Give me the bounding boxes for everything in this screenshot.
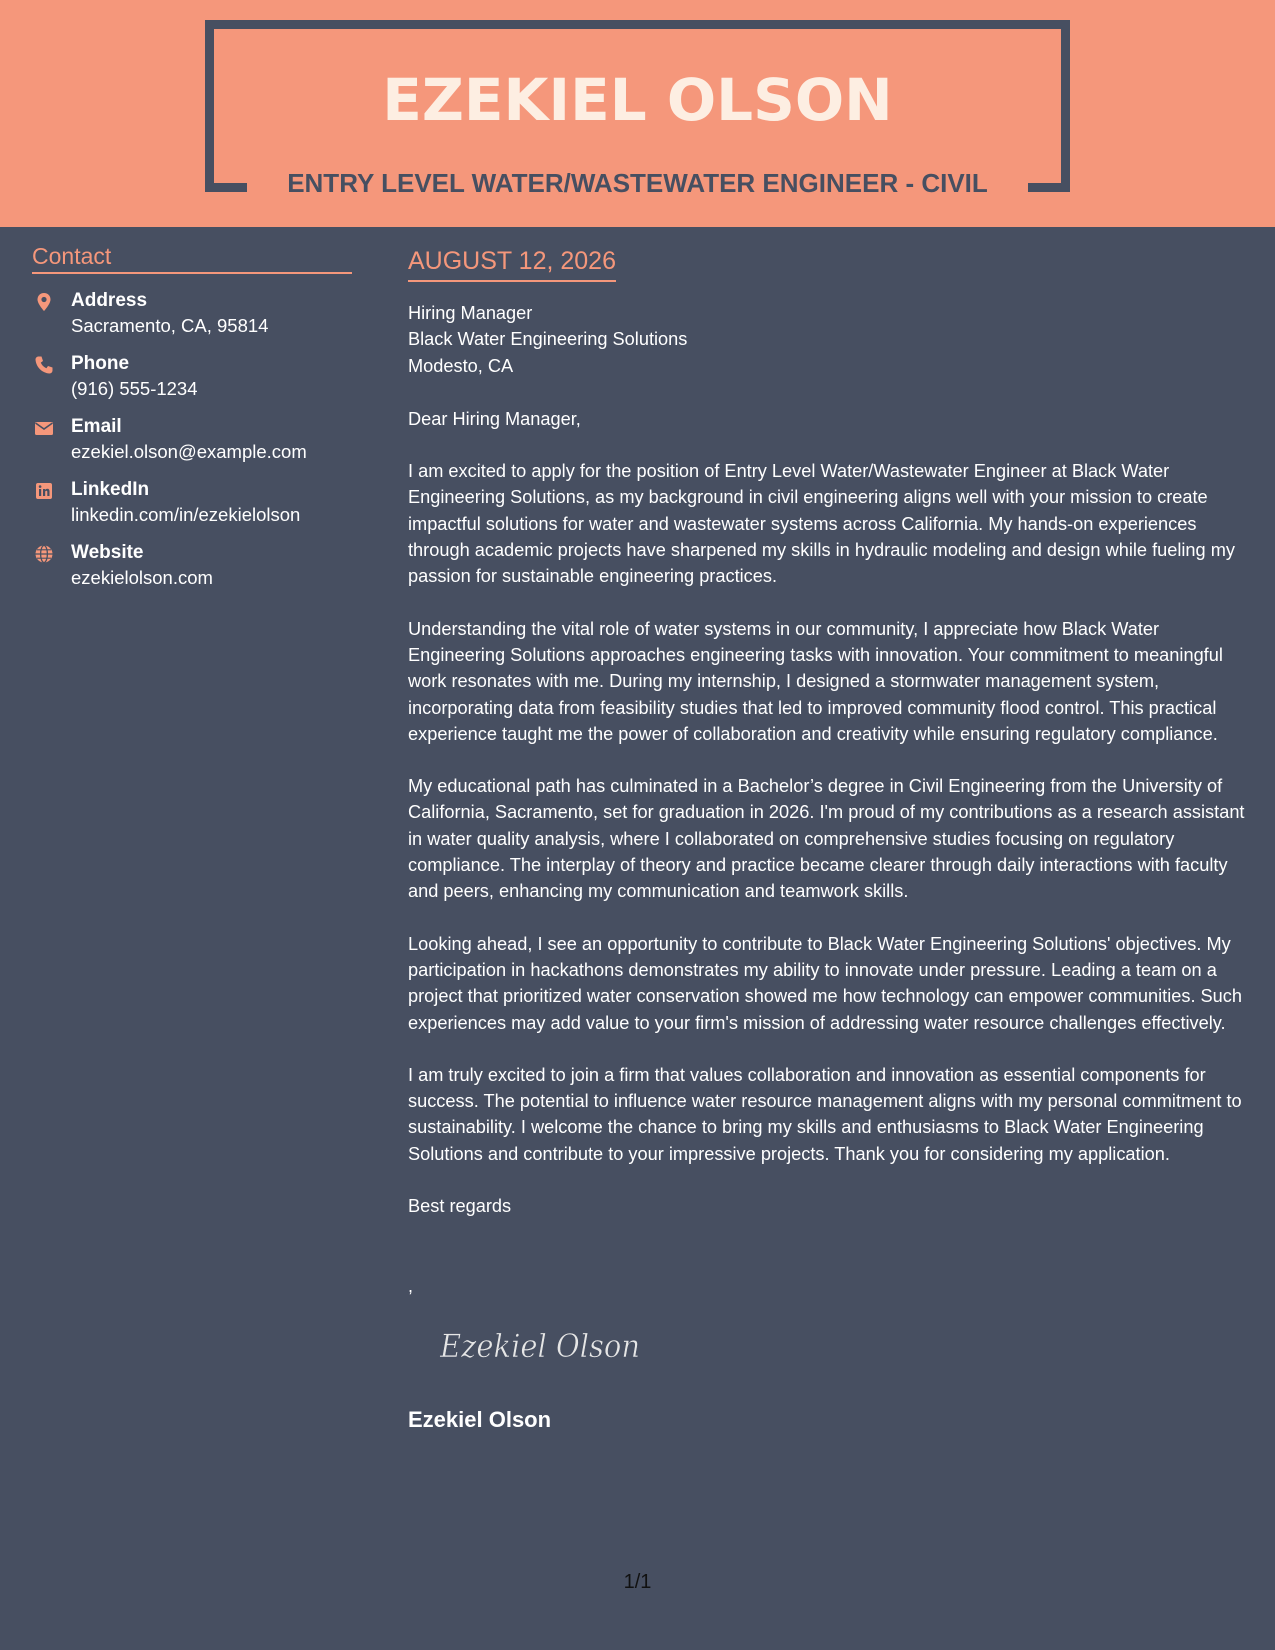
contact-item-phone [32,351,352,414]
phone-label: Phone [71,353,130,374]
phone-value: (916) 555-1234 [71,378,198,399]
contact-item-email [32,414,352,477]
linkedin-label: LinkedIn [71,479,150,500]
recipient-company: Black Water Engineering Solutions [408,329,688,350]
handwritten-signature [438,1323,668,1373]
recipient-location: Modesto, CA [408,355,514,376]
letter-paragraph: My educational path has culminated in a Bachelor’s degree in Civil Engineering from the University of California, Sacramento, set for graduation in 2026. I'm proud of my contributions as a research assistant in water quality analysis, where I collaborated on comprehensive studies focusing on regulatory compliance. The interplay of theory and practice became clearer through daily interactions with faculty and peers, enhancing my communication and teamwork skills. [408,776,1245,902]
website-label: Website [71,542,144,563]
letter-paragraph: Looking ahead, I see an opportunity to contribute to Black Water Engineering Solutions' objectives. My participation in hackathons demonstrates my ability to innovate under pressure. Leading a team on a project that prioritized water conservation showed me how technology can empower communities. Such experiences may add value to your firm's mission of addressing water resource challenges effectively. [408,933,1243,1033]
job-title: ENTRY LEVEL WATER/WASTEWATER ENGINEER - CIVIL [287,168,988,198]
email-value: ezekiel.olson@example.com [71,441,307,462]
map-pin-icon [34,292,54,312]
contact-heading: Contact [32,242,352,274]
envelope-icon [34,418,54,438]
recipient-block [408,300,1253,379]
globe-icon [34,544,54,564]
letter-body [408,244,1253,1434]
email-label: Email [71,416,122,437]
salutation: Dear Hiring Manager, [408,408,581,429]
address-value: Sacramento, CA, 95814 [71,315,269,336]
contact-sidebar [32,242,352,603]
recipient-title: Hiring Manager [408,303,533,323]
header-banner [0,0,1275,227]
letter-paragraph: I am truly excited to join a firm that values collaboration and innovation as essential components for success. The potential to influence water resource management aligns with my personal commitment to sustainability. I welcome the chance to bring my skills and enthusiasms to Black Water Engineering Solutions and contribute to your impressive projects. Thank you for considering my application. [408,1064,1242,1164]
letter-paragraph: I am excited to apply for the position of Entry Level Water/Wastewater Engineer at Black Water Engineering Solutions, as my background in civil engineering aligns well with your mission to create impactful solutions for water and wastewater systems across California. My hands-on experiences through academic projects have sharpened my skills in hydraulic modeling and design while fueling my passion for sustainable engineering practices. [408,461,1235,587]
phone-icon [34,355,54,375]
applicant-name: EZEKIEL OLSON [382,66,893,134]
contact-item-linkedin [32,477,352,540]
website-value: ezekielolson.com [71,567,213,588]
address-label: Address [71,290,148,311]
letter-paragraph: Understanding the vital role of water systems in our community, I appreciate how Black Water Engineering Solutions approaches engineering tasks with innovation. Your commitment to meaningful work resonates with me. During my internship, I designed a stormwater management system, incorporating data from feasibility studies that led to improved community flood control. This practical experience taught me the power of collaboration and creativity while ensuring regulatory compliance. [408,618,1223,744]
svg-text:Ezekiel Olson: Ezekiel Olson [439,1327,640,1366]
page-number: 1/1 [623,1571,652,1593]
linkedin-icon [34,481,54,501]
letter-date: AUGUST 12, 2026 [408,244,616,282]
contact-item-address [32,288,352,351]
closing: Best regards [408,1196,512,1217]
linkedin-value: linkedin.com/in/ezekielolson [71,504,301,525]
signer-name: Ezekiel Olson [408,1407,552,1433]
closing-comma: , [408,1276,414,1297]
contact-item-website [32,540,352,603]
